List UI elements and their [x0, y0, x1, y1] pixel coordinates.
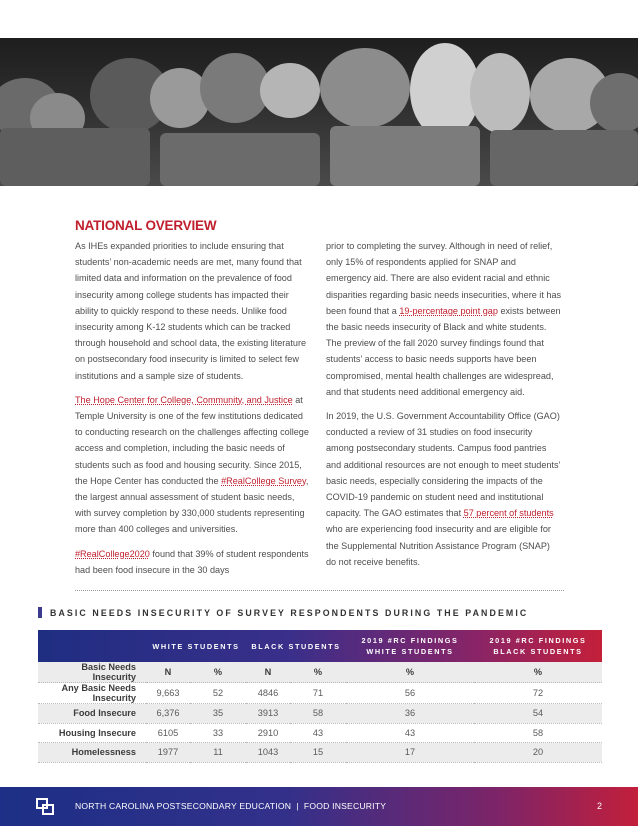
table-cell: % [474, 662, 602, 683]
table-cell: 35 [190, 704, 246, 724]
section-divider [75, 590, 564, 591]
table-cell: 6105 [146, 723, 190, 743]
table-cell: 11 [190, 743, 246, 763]
table-cell: 6,376 [146, 704, 190, 724]
table-row [38, 723, 602, 743]
table-row [38, 704, 602, 724]
page-number: 2 [596, 801, 602, 811]
table-cell: 3913 [246, 704, 290, 724]
table-cell: 20 [474, 743, 602, 763]
footer-text: NORTH CAROLINA POSTSECONDARY EDUCATION | FOOD INSECURITY [75, 801, 387, 811]
table-cell: 71 [290, 683, 346, 704]
table-cell: % [190, 662, 246, 683]
percentage-gap-link[interactable]: 19-percentage point gap [399, 305, 498, 316]
section-title: NATIONAL OVERVIEW [75, 218, 217, 233]
table-header-row [38, 630, 602, 662]
page-footer [0, 787, 638, 826]
hope-center-link[interactable]: The Hope Center for College, Community, and Justice [75, 394, 293, 405]
table-cell: 9,663 [146, 683, 190, 704]
header-white-students: WHITE STUDENTS [152, 641, 240, 651]
realcollege2020-link[interactable]: #RealCollege2020 [75, 548, 150, 559]
table-cell: 1043 [246, 743, 290, 763]
table-cell: N [146, 662, 190, 683]
row-label: Basic Needs Insecurity [38, 662, 146, 683]
paragraph-disparities: prior to completing the survey. Although in need of relief, only 15% of respondents applied for SNAP and emergency aid. There are also evident racial and ethnic disparities regarding basic needs insecurities, where it has been found that a 19-percentage point gap exists between the basic needs insecurity of Black and white students. The preview of the fall 2020 survey findings found that students’ access to basic needs supports have been compromised, mental health challenges are widespread, and that students need additional emergency aid. [326, 241, 562, 397]
realcollege-survey-link[interactable]: #RealCollege Survey [221, 475, 306, 486]
table-cell: 2910 [246, 723, 290, 743]
header-rc-black: 2019 #RC FINDINGS BLACK STUDENTS [489, 636, 587, 656]
paragraph-hope-center: The Hope Center for College, Community, and Justice at Temple University is one of the few institutions dedicated to conducting research on the challenges affecting college access and completion, including the basic needs of students such as food and housing security. Since 2015, the Hope Center has conducted the #RealCollege Survey, the largest annual assessment of student basic needs, with survey completion by 330,000 students representing more than 400 colleges and universities. [75, 394, 309, 535]
table-cell: 72 [474, 683, 602, 704]
table-row [38, 683, 602, 704]
table-cell: 1977 [146, 743, 190, 763]
basic-needs-table [38, 630, 602, 763]
table-cell: 36 [346, 704, 474, 724]
header-blank [38, 630, 146, 662]
row-label: Food Insecure [38, 704, 146, 724]
table-cell: % [290, 662, 346, 683]
table-cell: 58 [474, 723, 602, 743]
row-label: Housing Insecure [38, 723, 146, 743]
header-rc-white: 2019 #RC FINDINGS WHITE STUDENTS [361, 636, 459, 656]
table-row [38, 662, 602, 683]
gao-percent-link[interactable]: 57 percent of students [463, 508, 554, 519]
table-cell: 43 [290, 723, 346, 743]
hero-produce-photo [0, 38, 638, 186]
table-cell: 52 [190, 683, 246, 704]
left-column [75, 238, 311, 586]
paragraph-realcollege2020: #RealCollege2020 found that 39% of student respondents had been food insecure in the 30 days [75, 548, 309, 575]
right-column [326, 238, 562, 578]
table-cell: 4846 [246, 683, 290, 704]
linked-squares-icon [36, 798, 54, 815]
table-cell: 33 [190, 723, 246, 743]
paragraph-gao: In 2019, the U.S. Government Accountability Office (GAO) conducted a review of 31 studies on food insecurity among postsecondary students. Campus food pantries and additional resources are not enough to meet students’ basic needs, especially considering the impacts of the COVID-19 pandemic on student need and institutional capacity. The GAO estimates that 57 percent of students who are experiencing food insecurity and are eligible for the Supplemental Nutrition Assistance Program (SNAP) do not receive benefits. [326, 411, 561, 567]
title-accent-bar [38, 607, 42, 618]
table-cell: % [346, 662, 474, 683]
table-cell: N [246, 662, 290, 683]
row-label: Homelessness [38, 743, 146, 763]
table-cell: 56 [346, 683, 474, 704]
row-label: Any Basic Needs Insecurity [38, 683, 146, 704]
table-cell: 17 [346, 743, 474, 763]
paragraph-ihe-priorities: As IHEs expanded priorities to include ensuring that students’ non-academic needs are met, many found that limited data and information on the prevalence of food insecurity among college students has impacted their ability to quickly respond to these needs. Unlike food insecurity among K-12 students which can be tracked through household and school data, the existing literature on postsecondary food insecurity is limited to select few institutions and a sample size of students. [75, 241, 307, 381]
table-row [38, 743, 602, 763]
table-title: BASIC NEEDS INSECURITY OF SURVEY RESPONDENTS DURING THE PANDEMIC [38, 607, 528, 618]
table-cell: 58 [290, 704, 346, 724]
header-black-students: BLACK STUDENTS [251, 641, 341, 651]
table-cell: 43 [346, 723, 474, 743]
table-cell: 54 [474, 704, 602, 724]
table-cell: 15 [290, 743, 346, 763]
